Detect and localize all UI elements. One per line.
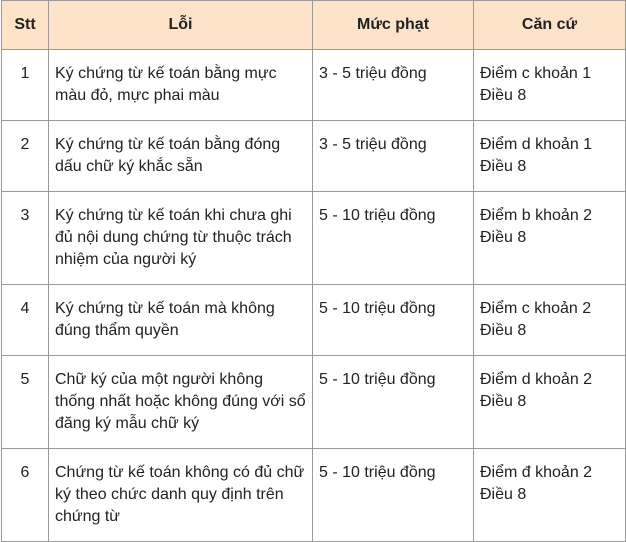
table-row bbox=[2, 121, 626, 192]
cell-muc-phat: 5 - 10 triệu đồng bbox=[313, 192, 474, 285]
cell-can-cu: Điểm b khoản 2 Điều 8 bbox=[474, 192, 626, 285]
cell-can-cu: Điểm đ khoản 2 Điều 8 bbox=[474, 449, 626, 542]
header-loi: Lỗi bbox=[49, 1, 313, 50]
cell-loi: Ký chứng từ kế toán bằng mực màu đỏ, mực phai màu bbox=[49, 50, 313, 121]
cell-can-cu: Điểm c khoản 2 Điều 8 bbox=[474, 285, 626, 356]
table-row bbox=[2, 50, 626, 121]
cell-muc-phat: 3 - 5 triệu đồng bbox=[313, 121, 474, 192]
cell-muc-phat: 5 - 10 triệu đồng bbox=[313, 356, 474, 449]
cell-loi: Ký chứng từ kế toán khi chưa ghi đủ nội dung chứng từ thuộc trách nhiệm của người ký bbox=[49, 192, 313, 285]
table-row bbox=[2, 449, 626, 542]
table-row bbox=[2, 285, 626, 356]
header-stt: Stt bbox=[2, 1, 49, 50]
header-muc-phat: Mức phạt bbox=[313, 1, 474, 50]
cell-loi: Ký chứng từ kế toán bằng đóng dấu chữ ký khắc sẵn bbox=[49, 121, 313, 192]
table-header-row bbox=[2, 1, 626, 50]
penalty-table bbox=[1, 0, 626, 542]
cell-loi: Chứng từ kế toán không có đủ chữ ký theo chức danh quy định trên chứng từ bbox=[49, 449, 313, 542]
cell-stt: 1 bbox=[2, 50, 49, 121]
table-row bbox=[2, 356, 626, 449]
cell-stt: 3 bbox=[2, 192, 49, 285]
cell-loi: Chữ ký của một người không thống nhất hoặc không đúng với sổ đăng ký mẫu chữ ký bbox=[49, 356, 313, 449]
cell-muc-phat: 5 - 10 triệu đồng bbox=[313, 449, 474, 542]
cell-can-cu: Điểm d khoản 1 Điều 8 bbox=[474, 121, 626, 192]
cell-stt: 5 bbox=[2, 356, 49, 449]
cell-can-cu: Điểm c khoản 1 Điều 8 bbox=[474, 50, 626, 121]
cell-loi: Ký chứng từ kế toán mà không đúng thẩm quyền bbox=[49, 285, 313, 356]
table-row bbox=[2, 192, 626, 285]
header-can-cu: Căn cứ bbox=[474, 1, 626, 50]
cell-stt: 2 bbox=[2, 121, 49, 192]
cell-stt: 4 bbox=[2, 285, 49, 356]
cell-stt: 6 bbox=[2, 449, 49, 542]
cell-muc-phat: 5 - 10 triệu đồng bbox=[313, 285, 474, 356]
cell-muc-phat: 3 - 5 triệu đồng bbox=[313, 50, 474, 121]
cell-can-cu: Điểm d khoản 2 Điều 8 bbox=[474, 356, 626, 449]
